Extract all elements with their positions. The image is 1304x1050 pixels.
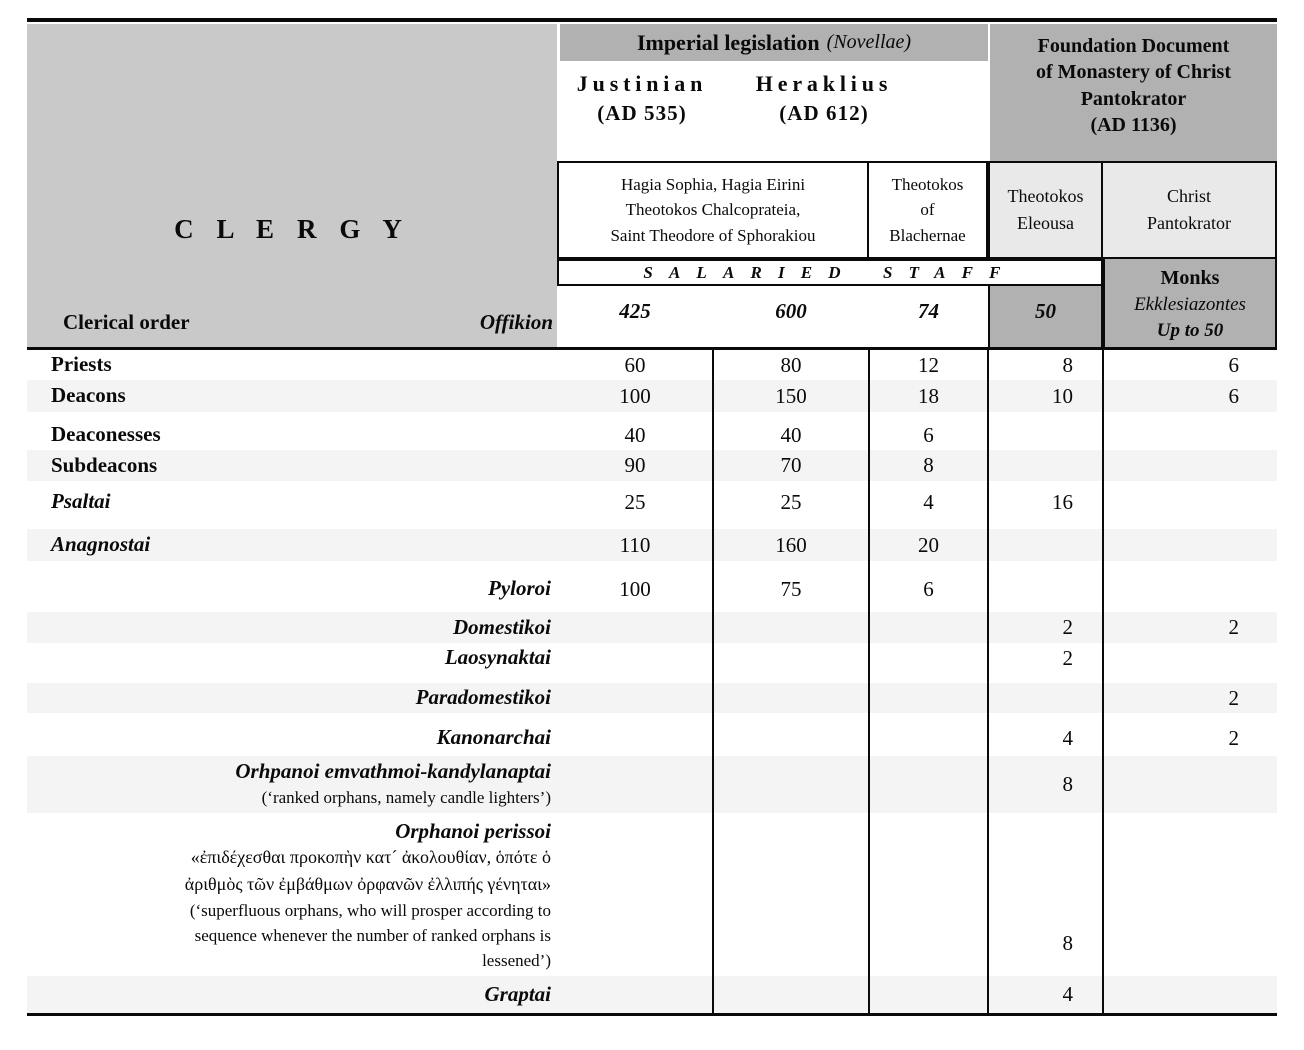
staff-count-cell: 150 xyxy=(775,383,807,408)
table-row xyxy=(27,420,1277,450)
clerical-order-name: Graptai xyxy=(484,981,551,1006)
staff-count-cell: 2 xyxy=(1228,725,1239,750)
staff-count-cell xyxy=(557,643,713,673)
heraklius-name: Heraklius xyxy=(755,71,893,96)
heraklius-header xyxy=(729,71,919,126)
clerical-order-name: Orhpanoi emvathmoi-kandylanaptai xyxy=(235,759,551,784)
table-rows xyxy=(27,350,1277,1013)
staff-count-cell: 6 xyxy=(1228,352,1239,377)
heraklius-date: (AD 612) xyxy=(779,101,869,125)
salaried-staff-banner: SALARIED STAFF xyxy=(557,259,1103,286)
staff-count-cell: 2 xyxy=(1062,615,1073,639)
staff-count-cell: 90 xyxy=(624,453,646,477)
foundation-document-header xyxy=(990,24,1277,161)
row-label-cell xyxy=(27,816,557,976)
table-row xyxy=(27,643,1277,673)
clerical-order-name: Deacons xyxy=(51,383,126,408)
staff-count-cell: 8 xyxy=(1062,772,1073,796)
row-label-cell xyxy=(27,683,557,713)
clerical-order-name: Kanonarchai xyxy=(436,725,551,750)
table-row xyxy=(27,683,1277,713)
row-label-cell xyxy=(27,612,557,643)
row-label-cell xyxy=(27,529,557,561)
clerical-order-name: Pyloroi xyxy=(488,576,551,601)
staff-count-cell: 60 xyxy=(624,352,646,377)
clerical-order-label: Clerical order xyxy=(63,310,190,334)
table-bottom-border xyxy=(27,1013,1277,1016)
clerical-order-name: Laosynaktai xyxy=(444,645,551,670)
blachernae-column-header xyxy=(869,161,988,259)
table-row xyxy=(27,529,1277,561)
monks-title: Monks xyxy=(1160,267,1220,289)
staff-count-cell xyxy=(1103,976,1277,1013)
table-row xyxy=(27,612,1277,643)
table-row xyxy=(27,380,1277,412)
staff-count-cell: 40 xyxy=(624,422,646,447)
church-name-line: Theotokos xyxy=(1007,186,1084,206)
foundation-line: Foundation Document xyxy=(1037,35,1230,57)
staff-count-cell xyxy=(1103,574,1277,604)
total-justinian: 425 xyxy=(619,299,651,323)
church-name-line: Theotokos xyxy=(891,174,964,194)
christ-pantokrator-column-header xyxy=(1103,161,1277,259)
translation-note-line: lessened’) xyxy=(482,951,551,970)
table-row xyxy=(27,976,1277,1013)
table-top-border xyxy=(27,18,1277,22)
monks-header-cell xyxy=(1103,259,1277,347)
table-header xyxy=(27,18,1277,350)
row-label-cell xyxy=(27,420,557,450)
staff-count-cell xyxy=(713,612,869,643)
church-name-line: Hagia Sophia, Hagia Eirini xyxy=(620,174,806,194)
staff-count-cell xyxy=(713,756,869,813)
table-row xyxy=(27,816,1277,976)
staff-count-cell xyxy=(713,723,869,753)
table-row xyxy=(27,756,1277,813)
staff-count-cell: 2 xyxy=(1062,645,1073,670)
hagia-sophia-column-header xyxy=(557,161,869,259)
column-divider-line xyxy=(868,350,870,1013)
clerical-order-name: Priests xyxy=(51,352,112,377)
novellae-subtitle: (Novellae) xyxy=(826,31,912,53)
clerical-order-name: Orphanoi perissoi xyxy=(395,818,551,843)
offikion-label: Offikion xyxy=(479,310,553,334)
staff-count-cell: 8 xyxy=(1062,352,1073,377)
staff-count-cell xyxy=(869,756,988,813)
justinian-date: (AD 535) xyxy=(597,101,687,125)
staff-count-cell: 12 xyxy=(918,352,939,377)
translation-note-line: sequence whenever the number of ranked orphans is xyxy=(194,925,551,945)
staff-count-cell: 80 xyxy=(780,352,802,377)
church-name-line: Eleousa xyxy=(1017,213,1074,233)
ekklesiazontes-label: Ekklesiazontes xyxy=(1134,294,1246,315)
staff-count-cell xyxy=(1103,529,1277,561)
staff-count-cell xyxy=(713,816,869,976)
row-label-cell xyxy=(27,450,557,481)
table-body xyxy=(27,350,1277,1016)
justinian-header xyxy=(557,71,727,126)
staff-count-cell xyxy=(1103,756,1277,813)
total-heraklius: 600 xyxy=(775,299,807,323)
staff-count-cell xyxy=(1103,487,1277,517)
greek-quotation-line: «ἐπιδέχεσθαι προκοπὴν κατ´ ἀκολουθίαν, ὁπότε ὁ xyxy=(190,847,551,868)
clerical-order-name: Psaltai xyxy=(51,489,111,514)
clerical-order-name: Deaconesses xyxy=(51,422,161,447)
staff-count-cell: 6 xyxy=(923,422,934,447)
translation-note-line: (‘superfluous orphans, who will prosper according to xyxy=(189,900,551,920)
row-label-cell xyxy=(27,643,557,673)
staff-count-cell xyxy=(869,723,988,753)
clerical-order-name: Anagnostai xyxy=(51,532,151,557)
row-label-cell xyxy=(27,723,557,753)
staff-count-cell: 6 xyxy=(1228,383,1239,408)
staff-totals-row xyxy=(557,286,988,347)
staff-count-cell: 18 xyxy=(918,383,939,408)
staff-count-cell xyxy=(1103,816,1277,976)
staff-count-cell xyxy=(713,643,869,673)
staff-count-cell: 4 xyxy=(923,489,934,514)
church-name-line: Saint Theodore of Sphorakiou xyxy=(610,225,816,245)
staff-count-cell xyxy=(988,574,1103,604)
clergy-title: C L E R G Y xyxy=(174,214,410,244)
total-eleousa: 50 xyxy=(988,286,1103,347)
church-name-line: Blachernae xyxy=(889,225,966,245)
staff-count-cell: 8 xyxy=(923,453,934,477)
staff-count-cell xyxy=(557,723,713,753)
greek-quotation-line: ἀριθμὸς τῶν ἐμβάθμων ὀρφανῶν ἐλλιπής γένηται» xyxy=(184,874,551,895)
staff-count-cell xyxy=(557,976,713,1013)
staff-count-cell: 160 xyxy=(775,532,807,557)
church-name-line: Pantokrator xyxy=(1147,213,1231,233)
staff-count-cell xyxy=(557,612,713,643)
clergy-table xyxy=(27,18,1277,1006)
staff-count-cell xyxy=(869,612,988,643)
row-label-cell xyxy=(27,574,557,604)
staff-count-cell: 75 xyxy=(780,576,802,601)
staff-count-cell xyxy=(869,683,988,713)
staff-count-cell: 25 xyxy=(624,489,646,514)
foundation-line: (AD 1136) xyxy=(1090,114,1177,137)
table-row xyxy=(27,574,1277,604)
staff-count-cell: 16 xyxy=(1052,489,1073,514)
staff-count-cell xyxy=(557,816,713,976)
staff-count-cell xyxy=(869,976,988,1013)
row-label-cell xyxy=(27,756,557,813)
staff-count-cell: 6 xyxy=(923,576,934,601)
row-label-cell xyxy=(27,976,557,1013)
staff-count-cell xyxy=(988,683,1103,713)
row-label-cell xyxy=(27,350,557,380)
total-blachernae: 74 xyxy=(918,299,939,323)
church-name-line: Christ xyxy=(1166,186,1211,206)
staff-count-cell: 110 xyxy=(619,532,651,557)
staff-count-cell: 4 xyxy=(1062,725,1073,750)
column-divider-line xyxy=(1102,350,1104,1013)
foundation-line: Pantokrator xyxy=(1080,87,1187,110)
staff-count-cell xyxy=(713,683,869,713)
clerical-order-name: Subdeacons xyxy=(51,452,158,477)
emperors-header-zone xyxy=(557,61,988,161)
table-row xyxy=(27,723,1277,753)
staff-count-cell xyxy=(557,683,713,713)
table-row xyxy=(27,487,1277,517)
row-label-cell xyxy=(27,487,557,517)
staff-count-cell: 25 xyxy=(780,489,802,514)
clerical-order-name: Paradomestikoi xyxy=(415,685,551,710)
staff-count-cell xyxy=(1103,643,1277,673)
translation-note-line: (‘ranked orphans, namely candle lighters’) xyxy=(261,787,551,807)
staff-count-cell xyxy=(869,643,988,673)
staff-count-cell xyxy=(1103,420,1277,450)
foundation-line: of Monastery of Christ xyxy=(1036,61,1231,84)
clerical-order-name: Domestikoi xyxy=(453,614,551,639)
church-name-line: of xyxy=(920,200,935,220)
column-divider-line xyxy=(987,350,989,1013)
imperial-legislation-title: Imperial legislation xyxy=(636,29,820,55)
monks-count: Up to 50 xyxy=(1156,319,1224,341)
staff-count-cell: 100 xyxy=(619,383,651,408)
staff-count-cell: 20 xyxy=(918,532,939,557)
staff-count-cell: 10 xyxy=(1052,383,1073,408)
table-row xyxy=(27,450,1277,481)
justinian-name: Justinian xyxy=(576,71,708,96)
staff-count-cell xyxy=(713,976,869,1013)
church-name-line: Theotokos Chalcoprateia, xyxy=(625,200,801,220)
row-label-cell xyxy=(27,380,557,412)
imperial-legislation-header xyxy=(560,24,988,61)
staff-count-cell: 100 xyxy=(619,576,651,601)
staff-count-cell: 70 xyxy=(780,453,802,477)
staff-count-cell: 4 xyxy=(1062,982,1073,1006)
staff-count-cell xyxy=(557,756,713,813)
theotokos-eleousa-column-header xyxy=(988,161,1103,259)
staff-count-cell xyxy=(869,816,988,976)
staff-count-cell xyxy=(988,450,1103,481)
staff-count-cell: 8 xyxy=(1062,931,1073,955)
staff-count-cell: 2 xyxy=(1228,685,1239,710)
staff-count-cell xyxy=(1103,450,1277,481)
staff-count-cell: 2 xyxy=(1228,615,1239,639)
staff-count-cell xyxy=(988,529,1103,561)
clergy-header-cell xyxy=(27,24,557,347)
staff-count-cell: 40 xyxy=(780,422,802,447)
staff-count-cell xyxy=(988,420,1103,450)
column-divider-line xyxy=(712,350,714,1013)
table-row xyxy=(27,350,1277,380)
